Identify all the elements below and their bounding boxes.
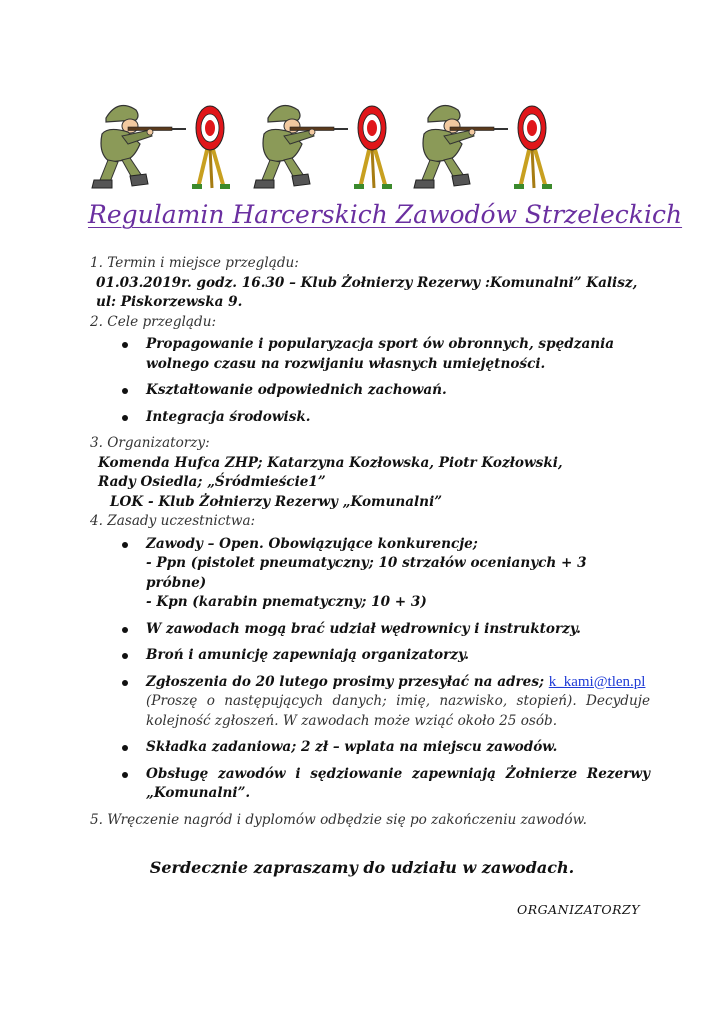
signature: ORGANIZATORZY: [516, 902, 640, 917]
list-item: Broń i amunicję zapewniają organizatorzy.: [120, 646, 650, 666]
registration-note: (Proszę o następujących danych; imię, nazwisko, stopień). Decyduje kolejność zgłoszeń. W zawodach może wziąć około 25 osób.: [146, 693, 650, 729]
organizer-line: Komenda Hufca ZHP; Katarzyna Kozłowska, Piotr Kozłowski,: [98, 454, 563, 471]
competition-pistol: - Ppn (pistolet pneumatyczny; 10 strzałów ocenianych + 3 próbne): [146, 555, 587, 591]
list-item: [120, 673, 650, 732]
competition-main: Zawody – Open. Obowiązujące konkurencje;: [146, 535, 478, 552]
list-item: W zawodach mogą brać udział wędrownicy i instruktorzy.: [120, 620, 650, 640]
shooting-banner: [88, 96, 568, 196]
list-item: Składka zadaniowa; 2 zł – wplata na miejscu zawodów.: [120, 738, 650, 758]
section-2-heading: 2. Cele przeglądu:: [90, 313, 217, 330]
soldier-aiming-rifle-icon: [410, 96, 570, 196]
list-item: Propagowanie i popularyzacja sport ów obronnych, spędzania wolnego czasu na rozwijaniu własnych umiejętności.: [120, 335, 650, 374]
section-4-heading: 4. Zasady uczestnictwa:: [90, 513, 256, 529]
soldier-aiming-rifle-icon: [250, 96, 410, 196]
list-item: [120, 535, 650, 613]
address-line: ul: Piskorzewska 9.: [96, 294, 243, 310]
list-item: Obsługę zawodów i sędziowanie zapewniają Żołnierze Rezerwy „Komunalni”.: [120, 765, 650, 804]
organizer-line: Rady Osiedla; „Śródmieście1”: [98, 474, 326, 490]
list-item: Kształtowanie odpowiednich zachowań.: [120, 381, 650, 401]
section-3-heading: 3. Organizatorzy:: [90, 435, 210, 451]
rules-list: [90, 535, 650, 804]
email-link[interactable]: k_kami@tlen.pl: [548, 673, 646, 690]
regulations-body: [90, 254, 650, 830]
soldier-aiming-rifle-icon: [88, 96, 248, 196]
section-1-heading: 1. Termin i miejsce przeglądu:: [90, 255, 299, 271]
section-5-heading: 5. Wręczenie nagród i dyplomów odbędzie się po zakończeniu zawodów.: [90, 811, 587, 828]
invitation: Serdecznie zapraszamy do udziału w zawodach.: [149, 858, 575, 877]
registration-text: Zgłoszenia do 20 lutego prosimy przesyłać na adres;: [146, 673, 544, 690]
document-title: Regulamin Harcerskich Zawodów Strzeleckich: [88, 200, 683, 229]
list-item: Integracja środowisk.: [120, 408, 650, 428]
date-place-line: 01.03.2019r. godz. 16.30 – Klub Żołnierzy Rezerwy :Komunalni” Kalisz,: [96, 274, 638, 291]
organizer-line: LOK - Klub Żołnierzy Rezerwy „Komunalni”: [110, 493, 443, 510]
competition-rifle: - Kpn (karabin pnematyczny; 10 + 3): [146, 594, 427, 610]
goals-list: [90, 335, 650, 427]
